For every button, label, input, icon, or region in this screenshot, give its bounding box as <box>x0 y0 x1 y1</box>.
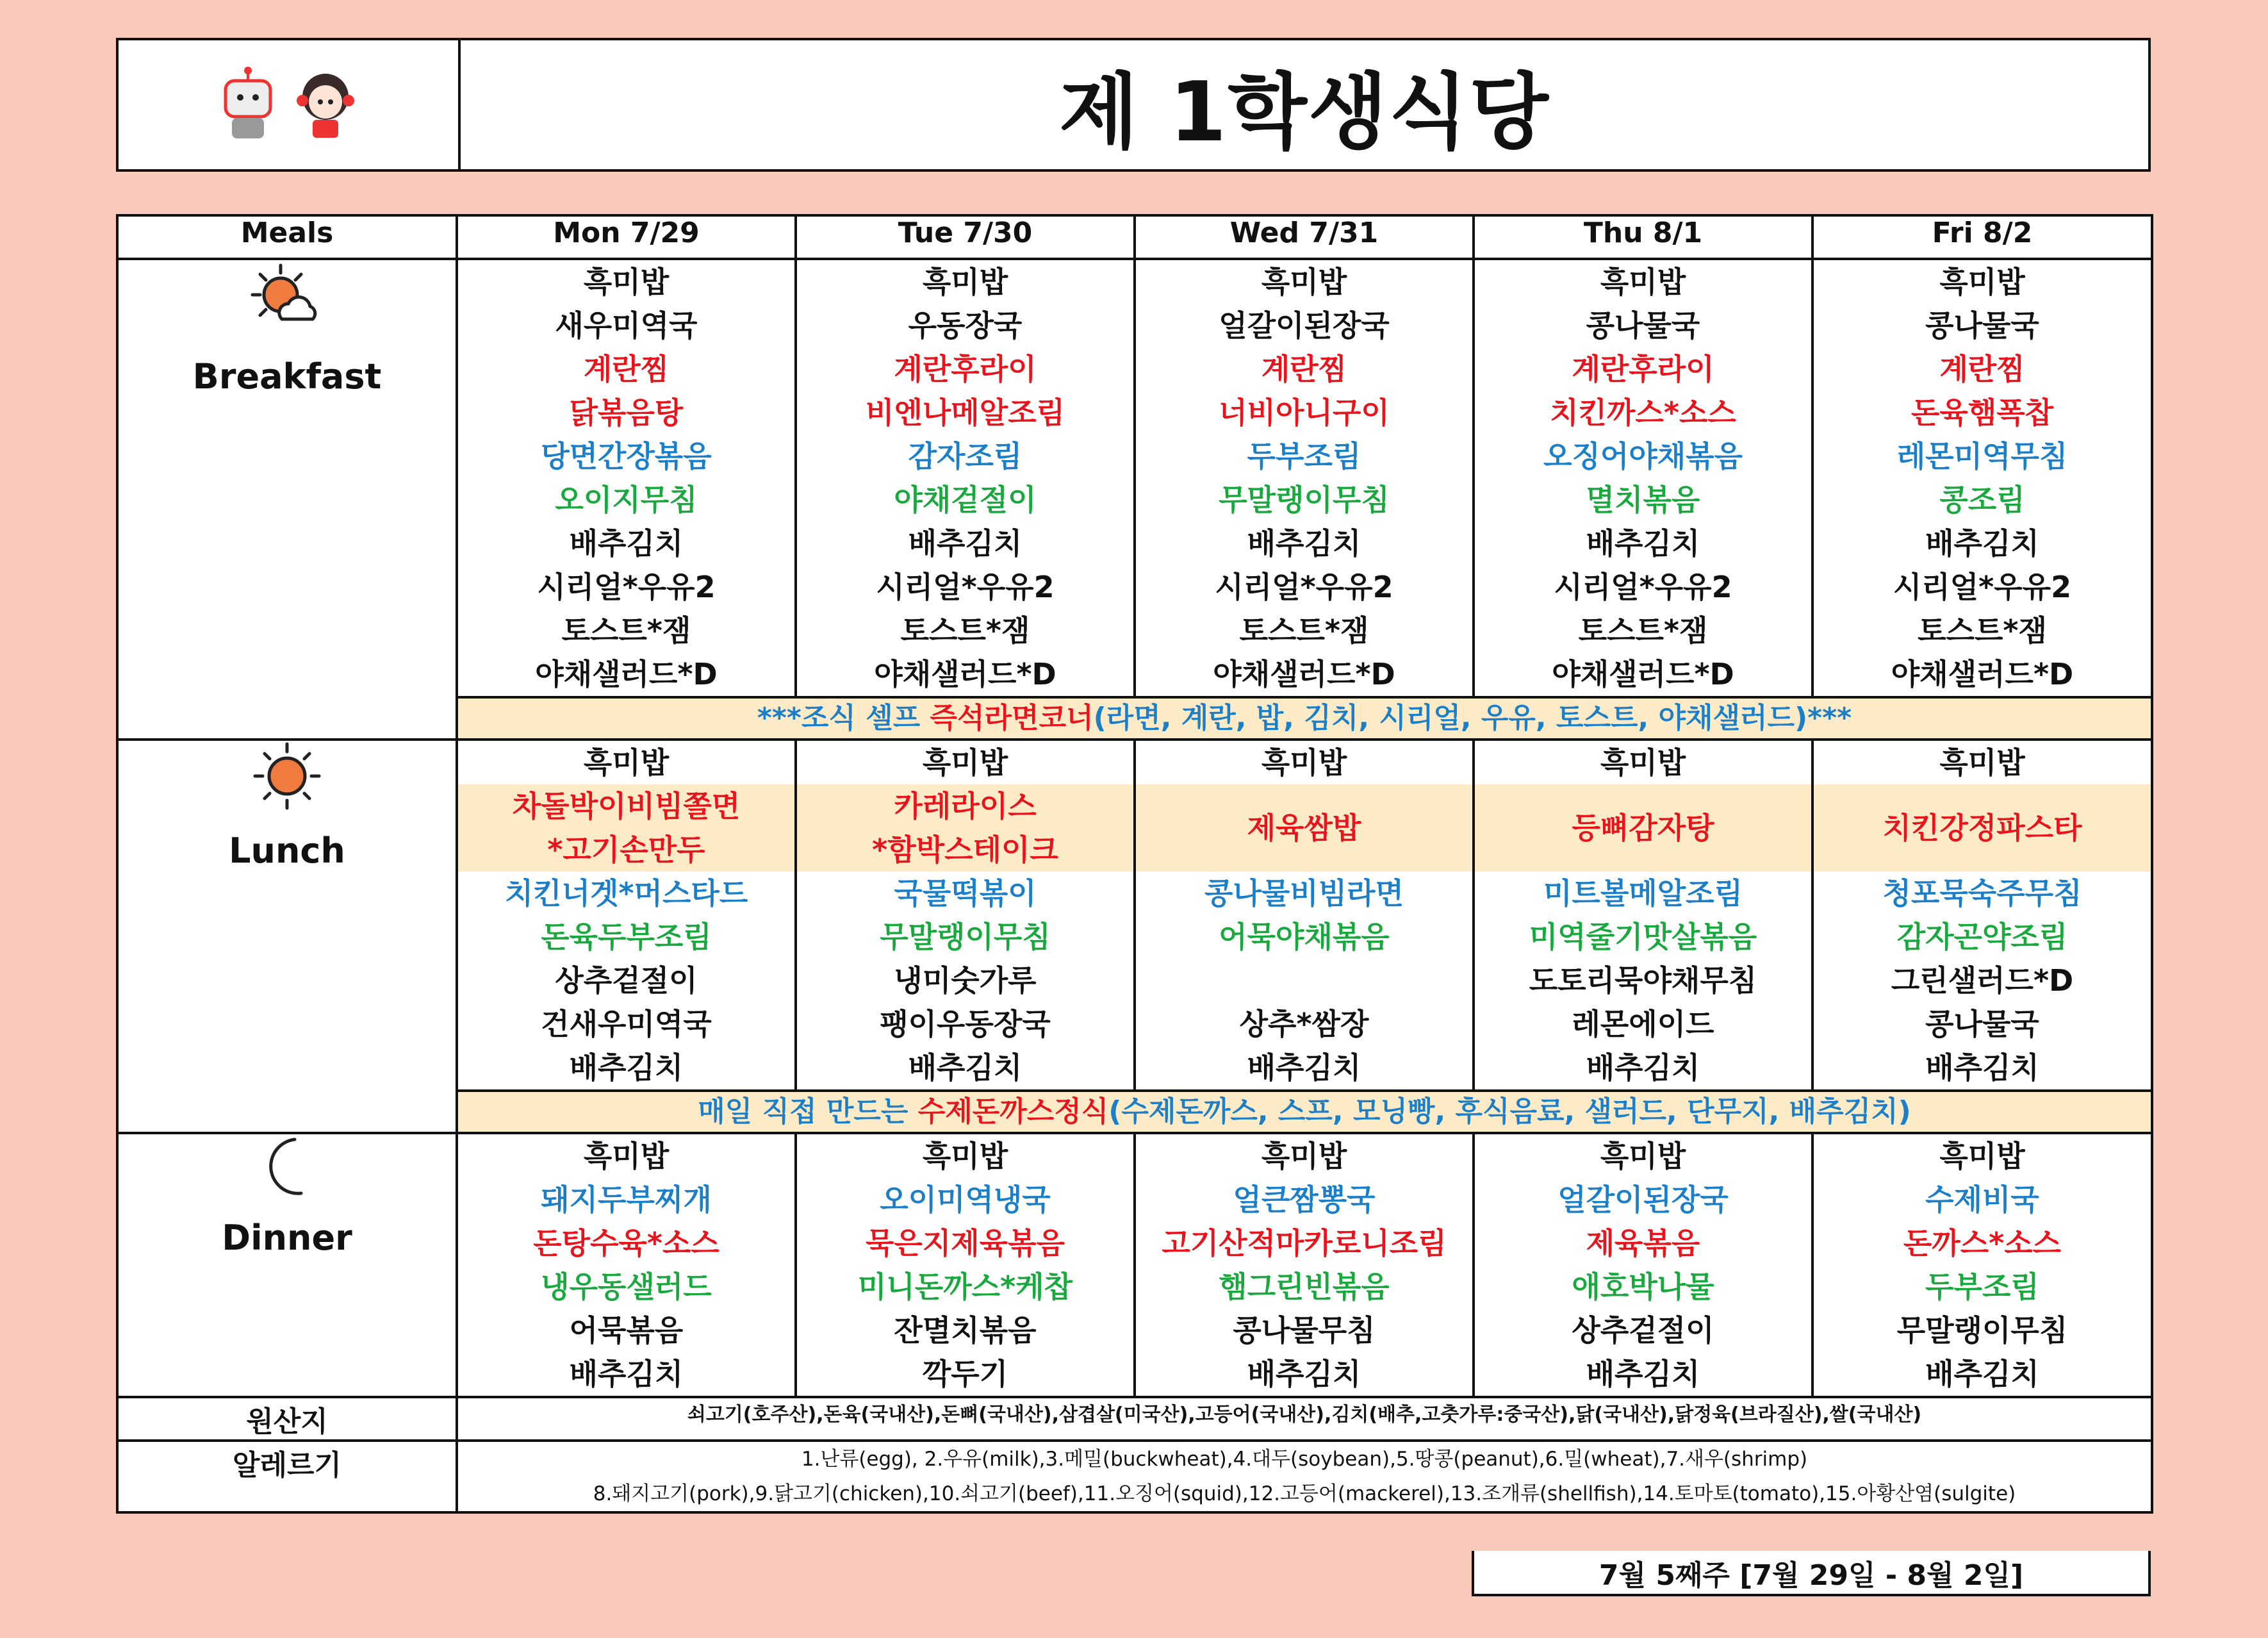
special-dish <box>1136 784 1472 872</box>
lunch-label-cell <box>117 740 457 1133</box>
menu-item: 치킨너겟*머스타드 <box>504 876 748 911</box>
allergy-line-1: 1.난류(egg), 2.우유(milk),3.메밀(buckwheat),4.대두(soybean),5.땅콩(peanut),6.밀(wheat),7.새우(shrimp) <box>801 1448 1808 1471</box>
breakfast-thu <box>1474 259 1812 697</box>
menu-item: 두부조림 <box>1925 1270 2039 1304</box>
allergy-line-2: 8.돼지고기(pork),9.닭고기(chicken),10.쇠고기(beef),11.오징어(squid),12.고등어(mackerel),13.조개류(shellfish),14.토마토(tomato),15.아황산염(sulgite) <box>593 1482 2016 1505</box>
menu-item: 야채샐러드*D <box>1552 657 1734 691</box>
menu-item: 얼큰짬뽕국 <box>1233 1182 1376 1217</box>
menu-item: 등뼈감자탕 <box>1572 811 1714 845</box>
header-row <box>117 215 2152 259</box>
menu-item: 돼지두부찌개 <box>541 1182 712 1217</box>
lunch-banner <box>457 1091 2152 1133</box>
menu-item: 돈탕수육*소스 <box>533 1226 719 1261</box>
menu-item: 너비아니구이 <box>1219 395 1390 430</box>
dinner-fri <box>1812 1133 2152 1397</box>
col-wed: Wed 7/31 <box>1135 215 1474 259</box>
menu-item: 토스트*잼 <box>1918 613 2047 648</box>
banner-highlight: 수제돈까스정식 <box>917 1095 1109 1128</box>
menu-item: 묵은지제육볶음 <box>865 1226 1065 1261</box>
page-title: 제 1학생식당 <box>1059 64 1550 160</box>
menu-item: 돈육두부조림 <box>541 920 712 954</box>
menu-item: 시리얼*우유2 <box>1893 570 2072 604</box>
lunch-label: Lunch <box>229 831 345 871</box>
allergy-row <box>117 1441 2152 1512</box>
menu-item: 비엔나메알조림 <box>865 395 1065 430</box>
menu-item: 흑미밥 <box>1261 1139 1347 1173</box>
menu-item: 토스트*잼 <box>1578 613 1708 648</box>
menu-item: 차돌박이비빔쫄면 <box>512 789 741 823</box>
special-dish <box>458 784 794 872</box>
menu-item: 무말랭이무침 <box>1219 483 1390 517</box>
menu-item: 배추김치 <box>908 526 1023 561</box>
menu-item: 감자조림 <box>908 439 1023 474</box>
menu-item: 도토리묵야채무침 <box>1529 963 1757 998</box>
menu-item: 청포묵숙주무침 <box>1882 876 2082 911</box>
breakfast-banner <box>457 697 2152 740</box>
menu-item: 야채샐러드*D <box>535 657 718 691</box>
special-dish <box>797 784 1133 872</box>
menu-item: 시리얼*우유2 <box>1215 570 1393 604</box>
menu-item: 얼갈이된장국 <box>1557 1182 1729 1217</box>
menu-item: 배추김치 <box>1925 526 2039 561</box>
menu-item: 야채샐러드*D <box>1213 657 1395 691</box>
menu-item: 냉미숫가루 <box>894 963 1037 998</box>
breakfast-mon <box>457 259 796 697</box>
menu-item: 애호박나물 <box>1572 1270 1714 1304</box>
menu-item: 잔멸치볶음 <box>894 1313 1037 1348</box>
menu-item: 카레라이스 <box>894 789 1037 823</box>
allergy-label: 알레르기 <box>117 1441 457 1512</box>
menu-item: 배추김치 <box>569 526 684 561</box>
menu-table <box>116 214 2153 1514</box>
menu-item: 야채샐러드*D <box>1891 657 2074 691</box>
menu-item: 배추김치 <box>1925 1050 2039 1085</box>
allergy-text <box>457 1441 2152 1512</box>
menu-item: 배추김치 <box>1247 1357 1361 1391</box>
menu-item: 콩나물국 <box>1925 1007 2039 1041</box>
menu-item: 계란후라이 <box>894 352 1037 386</box>
menu-item: 그린샐러드*D <box>1891 963 2074 998</box>
special-dish <box>1814 784 2151 872</box>
menu-item: 새우미역국 <box>555 308 698 343</box>
col-fri: Fri 8/2 <box>1812 215 2152 259</box>
menu-item: 감자곤약조림 <box>1896 920 2068 954</box>
menu-item: 제육볶음 <box>1586 1226 1700 1261</box>
special-dish <box>1475 784 1811 872</box>
menu-item: 오징어야채볶음 <box>1543 439 1743 474</box>
menu-item: 토스트*잼 <box>561 613 691 648</box>
menu-item: 냉우동샐러드 <box>541 1270 712 1304</box>
menu-item: 흑미밥 <box>922 1139 1008 1173</box>
menu-item: 멸치볶음 <box>1586 483 1700 517</box>
menu-item: 깍두기 <box>922 1357 1008 1391</box>
menu-item: 돈육햄폭찹 <box>1911 395 2054 430</box>
menu-item: 팽이우동장국 <box>880 1007 1051 1041</box>
origin-row <box>117 1397 2152 1441</box>
menu-item: 어묵볶음 <box>569 1313 684 1348</box>
menu-item: 시리얼*우유2 <box>537 570 716 604</box>
origin-label: 원산지 <box>117 1397 457 1441</box>
menu-item: 계란찜 <box>1939 352 2025 386</box>
mascot-logo-icon <box>119 40 461 169</box>
lunch-mon <box>457 740 796 1091</box>
banner-pre: ***조식 셀프 <box>757 702 930 734</box>
col-tue: Tue 7/30 <box>796 215 1135 259</box>
menu-item: 흑미밥 <box>1600 745 1686 780</box>
menu-item: 콩나물국 <box>1586 308 1700 343</box>
menu-item: 계란후라이 <box>1572 352 1714 386</box>
banner-highlight: 즉석라면코너 <box>930 702 1094 734</box>
origin-text: 쇠고기(호주산),돈육(국내산),돈뼈(국내산),삼겹살(미국산),고등어(국내산),김치(배추,고춧가루:중국산),닭(국내산),닭정육(브라질산),쌀(국내산) <box>457 1397 2152 1441</box>
lunch-thu <box>1474 740 1812 1091</box>
menu-item: 미역줄기맛살볶음 <box>1529 920 1757 954</box>
dinner-mon <box>457 1133 796 1397</box>
menu-item: 치킨까스*소스 <box>1550 395 1736 430</box>
menu-item: 오이지무침 <box>555 483 698 517</box>
menu-item: *함박스테이크 <box>872 832 1058 867</box>
menu-item: 콩나물국 <box>1925 308 2039 343</box>
menu-item: 배추김치 <box>1247 526 1361 561</box>
menu-item: 시리얼*우유2 <box>876 570 1055 604</box>
dinner-label: Dinner <box>222 1218 352 1258</box>
menu-item: 흑미밥 <box>1261 265 1347 299</box>
header <box>116 38 2151 172</box>
menu-item: 흑미밥 <box>1600 265 1686 299</box>
menu-item: 배추김치 <box>1247 1050 1361 1085</box>
menu-item: 흑미밥 <box>1939 265 2025 299</box>
menu-item: 흑미밥 <box>583 1139 670 1173</box>
menu-item: 콩나물무침 <box>1233 1313 1376 1348</box>
lunch-row <box>117 740 2152 1091</box>
menu-item: 상추겉절이 <box>1572 1313 1714 1348</box>
breakfast-label-cell <box>117 259 457 740</box>
menu-item: 배추김치 <box>569 1050 684 1085</box>
menu-item: 흑미밥 <box>1600 1139 1686 1173</box>
menu-item: 배추김치 <box>1586 1050 1700 1085</box>
menu-item: 야채겉절이 <box>894 483 1037 517</box>
lunch-tue <box>796 740 1135 1091</box>
menu-item: 레몬미역무침 <box>1896 439 2068 474</box>
menu-item: 얼갈이된장국 <box>1219 308 1390 343</box>
menu-item: 국물떡볶이 <box>894 876 1037 911</box>
menu-item: 무말랭이무침 <box>880 920 1051 954</box>
menu-item: 흑미밥 <box>922 265 1008 299</box>
menu-item: 당면간장볶음 <box>541 439 712 474</box>
col-mon: Mon 7/29 <box>457 215 796 259</box>
menu-item: 무말랭이무침 <box>1896 1313 2068 1348</box>
dinner-thu <box>1474 1133 1812 1397</box>
menu-item: 흑미밥 <box>1939 745 2025 780</box>
banner-post: (수제돈까스, 스프, 모닝빵, 후식음료, 샐러드, 단무지, 배추김치) <box>1108 1095 1911 1128</box>
sun-icon <box>252 741 322 811</box>
menu-item: 계란찜 <box>583 352 670 386</box>
breakfast-tue <box>796 259 1135 697</box>
menu-item: 상추겉절이 <box>555 963 698 998</box>
menu-item: 수제비국 <box>1925 1182 2039 1217</box>
dinner-label-cell <box>117 1133 457 1397</box>
menu-item: 햄그린빈볶음 <box>1219 1270 1390 1304</box>
col-meals: Meals <box>117 215 457 259</box>
menu-item: 흑미밥 <box>1939 1139 2025 1173</box>
menu-item: 배추김치 <box>569 1357 684 1391</box>
dinner-tue <box>796 1133 1135 1397</box>
dinner-row <box>117 1133 2152 1397</box>
menu-item: 배추김치 <box>908 1050 1023 1085</box>
menu-item: 닭볶음탕 <box>569 395 684 430</box>
banner-pre: 매일 직접 만드는 <box>698 1095 918 1128</box>
menu-item: 흑미밥 <box>922 745 1008 780</box>
breakfast-wed <box>1135 259 1474 697</box>
menu-item: 미니돈까스*케찹 <box>857 1270 1073 1304</box>
week-label: 7월 5째주 [7월 29일 - 8월 2일] <box>1472 1551 2151 1596</box>
menu-item: 두부조림 <box>1247 439 1361 474</box>
menu-item: 배추김치 <box>1925 1357 2039 1391</box>
menu-item: 미트볼메알조림 <box>1543 876 1743 911</box>
menu-item: 오이미역냉국 <box>880 1182 1051 1217</box>
menu-item: 흑미밥 <box>583 745 670 780</box>
menu-item: 야채샐러드*D <box>874 657 1056 691</box>
sun-cloud-icon <box>249 260 325 337</box>
menu-item: 계란찜 <box>1261 352 1347 386</box>
breakfast-row <box>117 259 2152 697</box>
menu-item: 시리얼*우유2 <box>1554 570 1732 604</box>
menu-item: 어묵야채볶음 <box>1219 920 1390 954</box>
dinner-wed <box>1135 1133 1474 1397</box>
menu-item <box>1136 959 1472 1002</box>
menu-item: 콩조림 <box>1939 483 2025 517</box>
menu-item: 우동장국 <box>908 308 1023 343</box>
breakfast-label: Breakfast <box>192 356 382 397</box>
menu-item: 제육쌈밥 <box>1247 811 1361 845</box>
menu-item: 레몬에이드 <box>1572 1007 1714 1041</box>
menu-item: 상추*쌈장 <box>1239 1007 1369 1041</box>
menu-item: 돈까스*소스 <box>1903 1226 2062 1261</box>
menu-item: 흑미밥 <box>583 265 670 299</box>
menu-item: 토스트*잼 <box>1239 613 1369 648</box>
menu-item: 배추김치 <box>1586 1357 1700 1391</box>
menu-item: 건새우미역국 <box>541 1007 712 1041</box>
menu-item: 고기산적마카로니조림 <box>1162 1226 1447 1261</box>
moon-icon <box>261 1134 313 1198</box>
menu-item: 토스트*잼 <box>900 613 1030 648</box>
banner-post: (라면, 계란, 밥, 김치, 시리얼, 우유, 토스트, 야채샐러드)*** <box>1093 702 1852 734</box>
col-thu: Thu 8/1 <box>1474 215 1812 259</box>
menu-item: *고기손만두 <box>547 832 705 867</box>
breakfast-fri <box>1812 259 2152 697</box>
menu-item: 치킨강정파스타 <box>1882 811 2082 845</box>
menu-item: 배추김치 <box>1586 526 1700 561</box>
lunch-fri <box>1812 740 2152 1091</box>
menu-item: 흑미밥 <box>1261 745 1347 780</box>
menu-item: 콩나물비빔라면 <box>1204 876 1404 911</box>
lunch-wed <box>1135 740 1474 1091</box>
